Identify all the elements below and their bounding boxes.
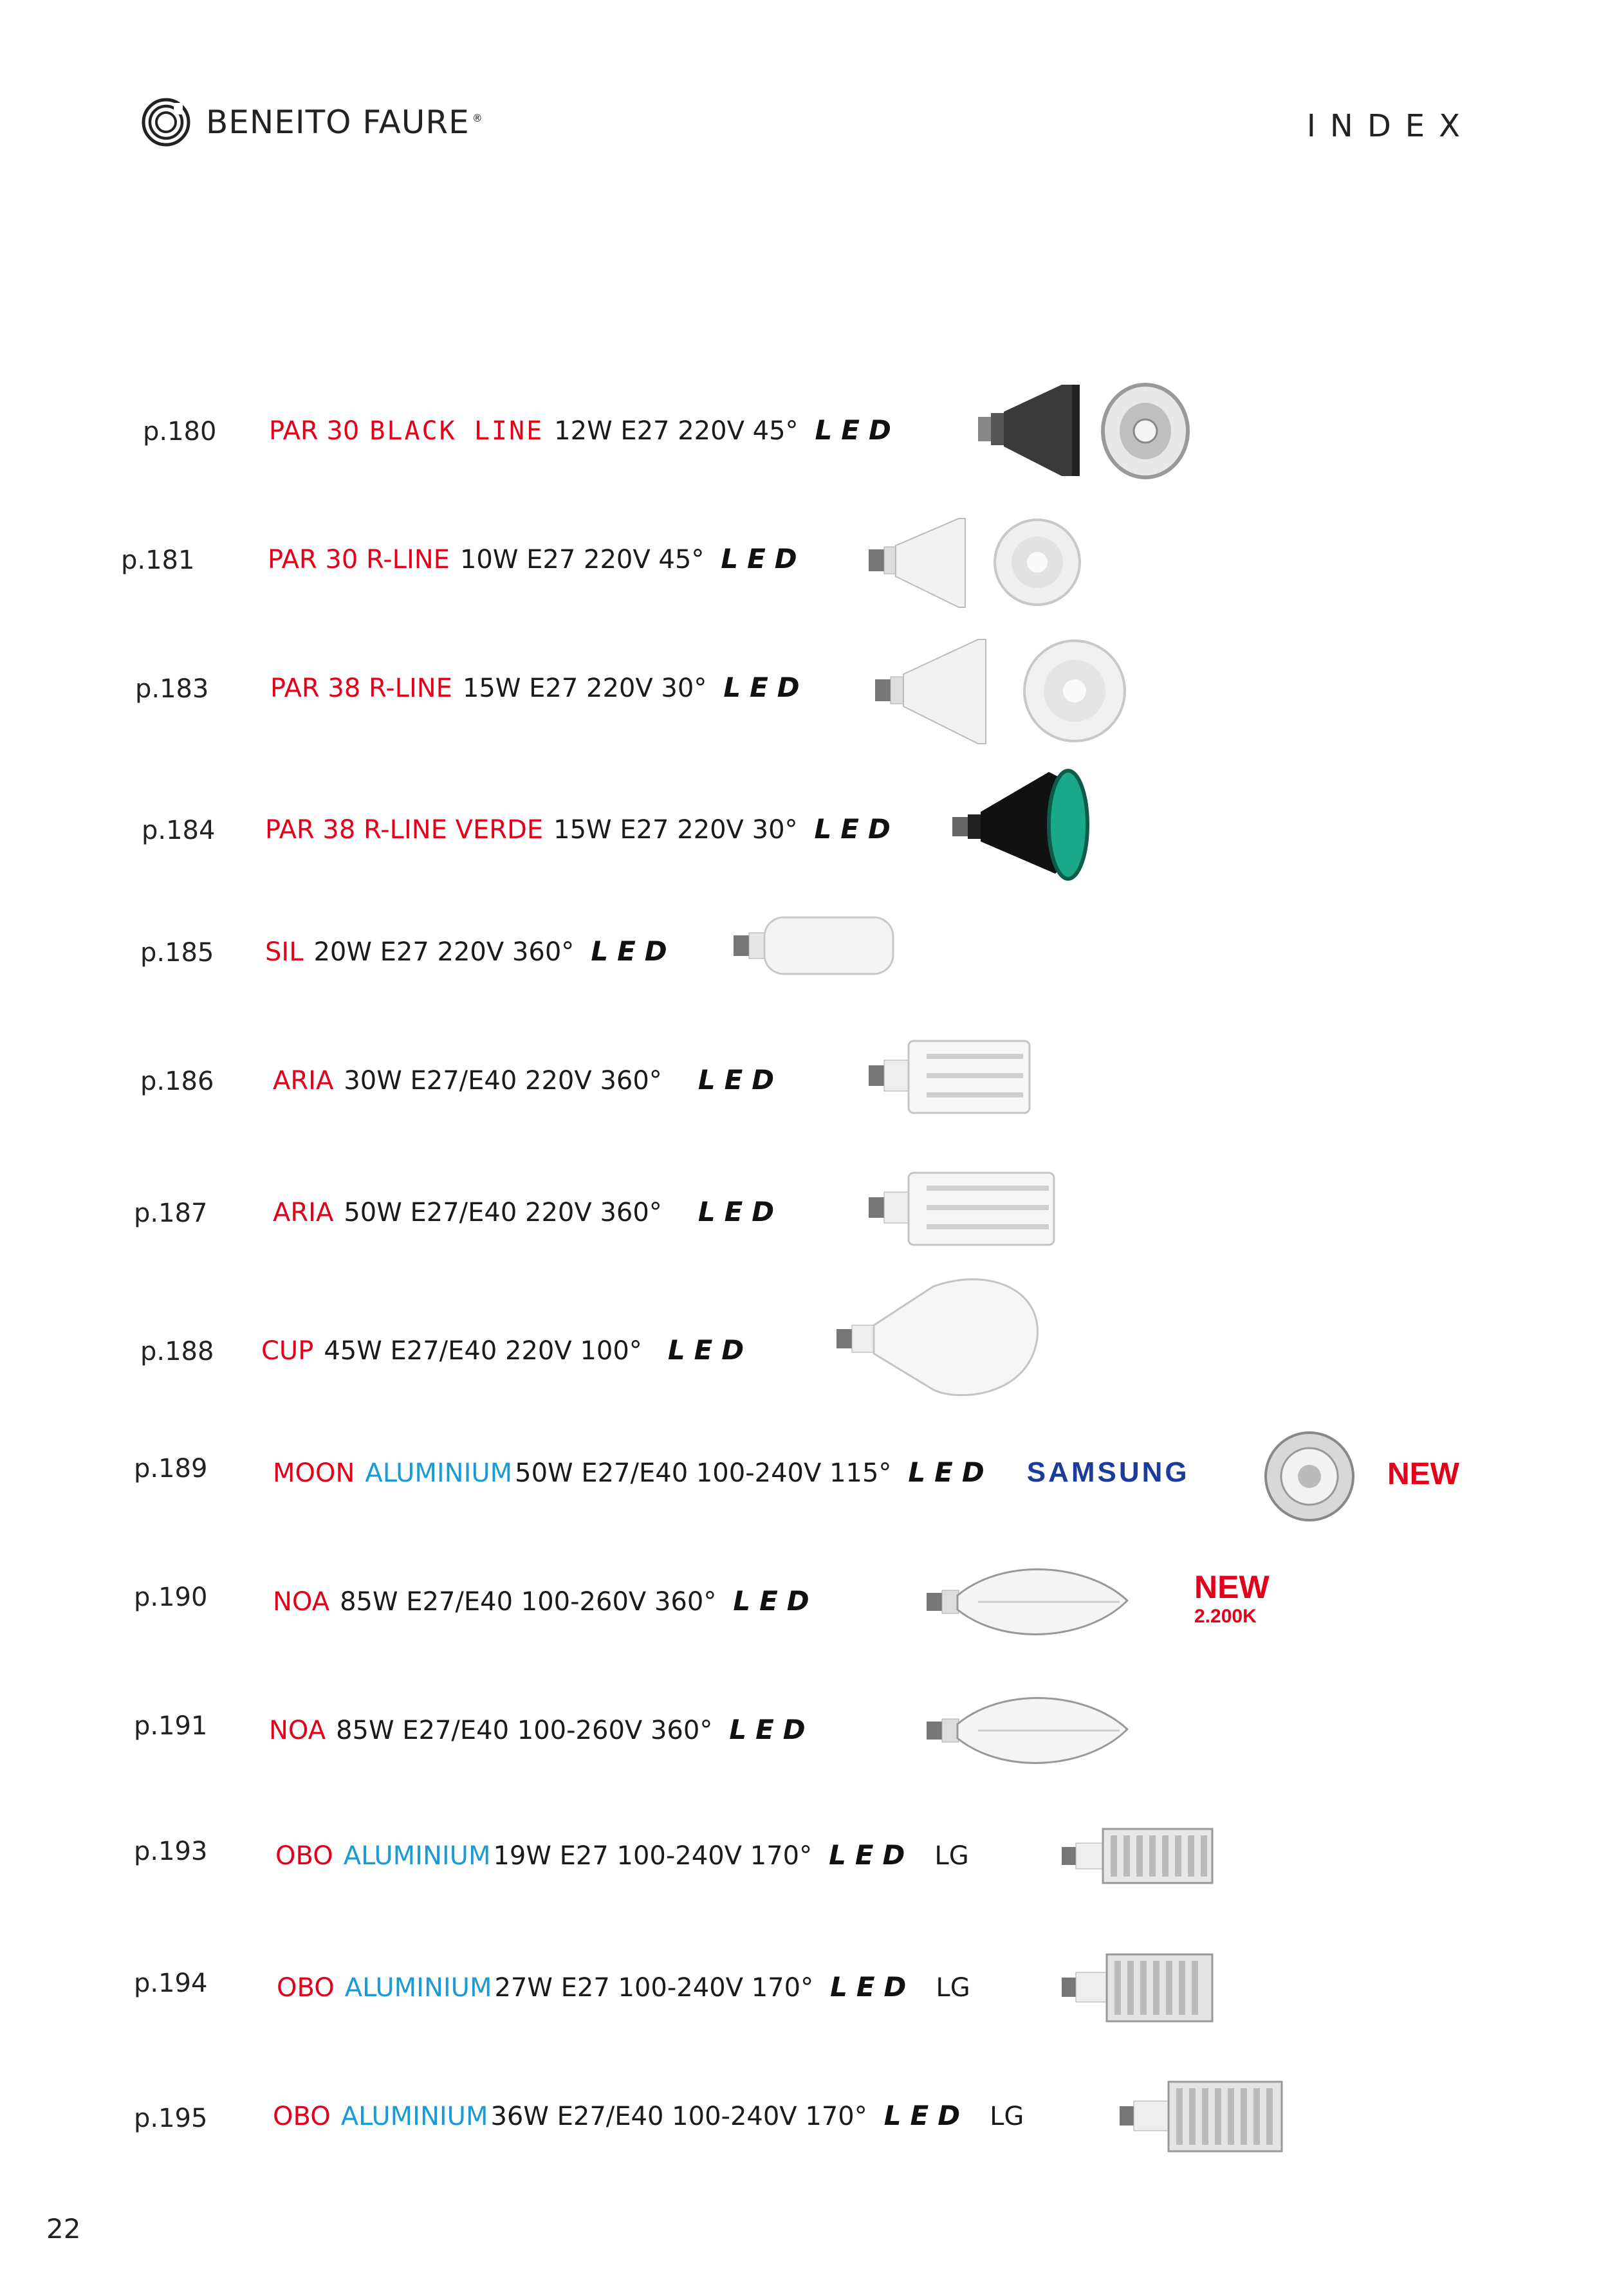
product-spec: 19W E27 100-240V 170°: [493, 1841, 813, 1871]
brand-logo: [140, 96, 483, 148]
product-description: [270, 672, 823, 703]
par38-bulb-icon: [875, 637, 1132, 746]
brand-name: BENEITO FAURE ®: [206, 104, 483, 141]
product-name: ARIA: [273, 1066, 334, 1096]
led-label: LED: [667, 1334, 753, 1366]
product-name: PAR 30: [269, 416, 360, 446]
product-row: [0, 1325, 1608, 1402]
noa-bulb-icon: [927, 1692, 1132, 1769]
product-description: [273, 2100, 1034, 2131]
page-reference: p.181: [121, 546, 195, 575]
product-spec: 85W E27/E40 100-260V 360°: [340, 1587, 717, 1617]
product-spec: 50W E27/E40 100-240V 115°: [515, 1458, 892, 1488]
led-label: LED: [729, 1714, 815, 1745]
product-spec: 20W E27 220V 360°: [313, 937, 575, 967]
product-name: PAR 30 R-LINE: [268, 545, 450, 574]
page-reference: p.185: [140, 938, 214, 968]
samsung-logo: SAMSUNG: [1026, 1456, 1190, 1488]
product-description: [277, 1971, 981, 2003]
lg-logo: LG: [934, 1841, 969, 1871]
product-description: [269, 414, 914, 446]
product-description: [261, 1334, 767, 1366]
cup-bulb-icon: [836, 1274, 1042, 1402]
material-label: ALUMINIUM: [344, 1973, 492, 2003]
product-name: OBO: [275, 1841, 333, 1871]
product-description: [268, 543, 820, 574]
product-spec: 27W E27 100-240V 170°: [494, 1973, 814, 2003]
page-reference: p.194: [134, 1969, 208, 1998]
product-row: [0, 1447, 1608, 1525]
product-name: PAR 38 R-LINE VERDE: [265, 815, 544, 845]
product-row: [0, 663, 1608, 740]
aria-50w-bulb-icon: [869, 1168, 1062, 1251]
product-row: [0, 1187, 1608, 1264]
product-name: ARIA: [273, 1198, 334, 1227]
sil-bulb-icon: [734, 914, 901, 978]
product-row: [0, 1830, 1608, 1907]
product-description: [265, 935, 690, 967]
led-label: LED: [815, 414, 900, 446]
product-row: [0, 1962, 1608, 2039]
product-spec: 15W E27 220V 30°: [553, 815, 798, 845]
obo-19w-bulb-icon: [1062, 1824, 1216, 1888]
led-label: LED: [591, 935, 676, 967]
material-label: ALUMINIUM: [365, 1458, 513, 1488]
product-row: [0, 1569, 1608, 1653]
product-name: CUP: [261, 1336, 314, 1366]
product-spec: 50W E27/E40 220V 360°: [344, 1198, 662, 1227]
product-description: [273, 1196, 797, 1227]
led-label: LED: [698, 1064, 784, 1096]
par38-green-bulb-icon: [952, 766, 1094, 881]
product-row: [0, 804, 1608, 881]
product-row: [0, 534, 1608, 611]
led-label: LED: [698, 1196, 784, 1227]
page-reference: p.193: [134, 1837, 208, 1866]
product-description: [275, 1839, 979, 1871]
product-spec: 10W E27 220V 45°: [459, 545, 705, 574]
page-title: INDEX: [1306, 108, 1474, 144]
new-badge-text: NEW: [1194, 1569, 1270, 1605]
product-row: [0, 2097, 1608, 2174]
product-description: [265, 813, 914, 845]
obo-36w-bulb-icon: [1120, 2078, 1287, 2155]
product-name: NOA: [269, 1716, 326, 1745]
page-reference: p.191: [134, 1711, 208, 1741]
par30-bulb-icon: [869, 515, 1094, 611]
led-label: LED: [814, 813, 900, 845]
page-reference: p.184: [142, 816, 216, 845]
led-label: LED: [723, 672, 809, 703]
product-description: [269, 1714, 829, 1745]
brand-mark-icon: [140, 96, 192, 148]
product-name: OBO: [273, 2102, 331, 2131]
product-row: [0, 405, 1608, 482]
led-label: LED: [721, 543, 806, 574]
new-badge: NEW: [1387, 1457, 1459, 1491]
product-name: NOA: [273, 1587, 330, 1617]
page-reference: p.190: [134, 1583, 208, 1612]
product-description: [273, 1585, 833, 1617]
product-spec: 45W E27/E40 220V 100°: [324, 1336, 642, 1366]
page-reference: p.183: [135, 674, 209, 704]
product-row: [0, 1055, 1608, 1132]
led-label: LED: [829, 1839, 914, 1871]
page-reference: p.187: [134, 1199, 208, 1228]
product-name: SIL: [265, 937, 304, 967]
material-label: ALUMINIUM: [343, 1841, 491, 1871]
product-description: [273, 1064, 797, 1096]
lg-logo: LG: [936, 1973, 970, 2003]
page-reference: p.189: [134, 1454, 208, 1483]
new-badge-subtext: 2.200K: [1194, 1606, 1257, 1627]
led-label: LED: [908, 1456, 993, 1488]
page-number: 22: [46, 2213, 81, 2245]
product-spec: 85W E27/E40 100-260V 360°: [336, 1716, 713, 1745]
product-spec: 36W E27/E40 100-240V 170°: [490, 2102, 867, 2131]
page-reference: p.195: [134, 2104, 208, 2133]
product-spec: 30W E27/E40 220V 360°: [344, 1066, 662, 1096]
series-label: BLACK LINE: [369, 416, 544, 446]
aria-30w-bulb-icon: [869, 1036, 1036, 1119]
led-label: LED: [733, 1585, 818, 1617]
product-row: [0, 926, 1608, 1004]
product-name: PAR 38 R-LINE: [270, 674, 452, 703]
page-reference: p.180: [143, 417, 217, 446]
product-spec: 12W E27 220V 45°: [554, 416, 799, 446]
product-spec: 15W E27 220V 30°: [462, 674, 707, 703]
new-badge: [1194, 1571, 1270, 1626]
led-label: LED: [883, 2100, 970, 2131]
product-name: MOON: [273, 1458, 355, 1488]
page-reference: p.186: [140, 1067, 214, 1096]
page-reference: p.188: [140, 1337, 214, 1366]
material-label: ALUMINIUM: [340, 2102, 488, 2131]
led-label: LED: [830, 1971, 916, 2003]
product-row: [0, 1705, 1608, 1782]
noa-bulb-icon: [927, 1563, 1132, 1640]
moon-fixture-icon: [1261, 1428, 1358, 1525]
lg-logo: LG: [990, 2102, 1024, 2131]
product-description: [273, 1456, 1200, 1489]
product-name: OBO: [277, 1973, 335, 2003]
obo-27w-bulb-icon: [1062, 1949, 1216, 2026]
par30-black-bulb-icon: [978, 380, 1197, 482]
